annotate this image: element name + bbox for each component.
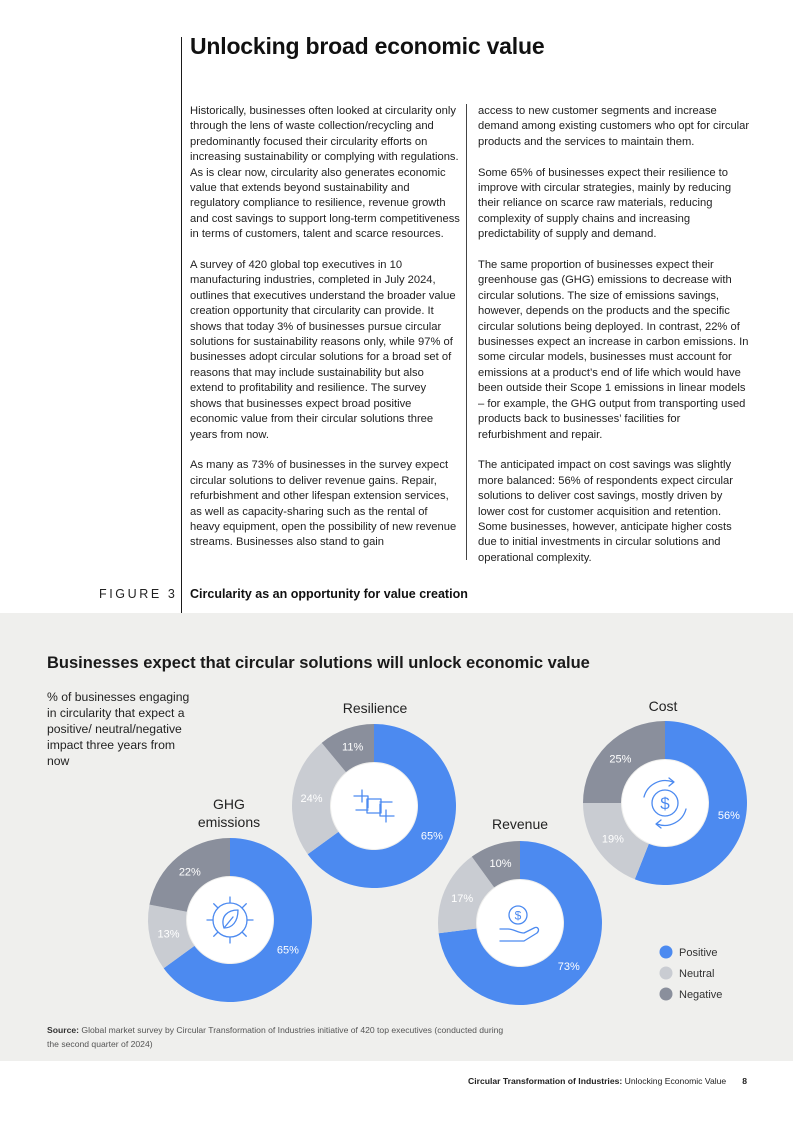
data-label: 65% xyxy=(276,944,299,957)
donut-charts xyxy=(0,613,793,1061)
data-label: 13% xyxy=(157,928,180,941)
data-label: 65% xyxy=(420,830,443,843)
paragraph: A survey of 420 global top executives in 10 manufacturing industries, completed in July 2024, outlines that executives understand the broader value creation opportunity that circularity can provide. It shows that today 3% of businesses pursue circular solutions for sustainability reasons only, while 97% of businesses adopt circular solutions for a broad set of reasons that may include sustainability but also extend to profitability and resilience. The survey shows that businesses expect broad positive economic value from their circular solutions three years from now. xyxy=(190,259,456,441)
body-column-right xyxy=(478,104,750,582)
paragraph: Some 65% of businesses expect their resilience to improve with circular strategies, mainly by reducing their reliance on scarce raw materials, reducing complexity of supply chains and increasing predictability of supply and demand. xyxy=(478,166,732,241)
legend-swatch-neutral xyxy=(660,967,673,980)
paragraph: access to new customer segments and increase demand among existing customers who opt for circular products and the services to maintain them. xyxy=(478,105,750,148)
chart-label: Resilience xyxy=(342,700,408,716)
paragraph: The anticipated impact on cost savings was slightly more balanced: 56% of respondents expect circular solutions to deliver cost savings, mostly driven by lower cost for customer acquisition and retention. Some businesses, however, anticipate higher costs due to initial investments in circular solutions and operational complexity. xyxy=(478,459,733,564)
legend-swatch-positive xyxy=(660,946,673,959)
body-column-left xyxy=(190,104,460,566)
legend xyxy=(660,946,723,1002)
donut-resilience xyxy=(292,700,456,888)
legend-label: Positive xyxy=(679,947,718,959)
data-label: 24% xyxy=(300,793,323,806)
source-note xyxy=(47,1024,517,1051)
data-label: 17% xyxy=(451,892,474,905)
donut-cost xyxy=(583,698,747,885)
paragraph: The same proportion of businesses expect their greenhouse gas (GHG) emissions to decrease with circular solutions. The size of emissions savings, however, depends on the products and the specific circular solutions being deployed. In contrast, 22% of businesses expect an increase in carbon emissions. In some circular models, businesses must account for emissions at a product’s end of life which would have been outside their Scope 1 emissions in linear models – for example, the GHG output from transporting used products back to businesses’ facilities for refurbishment and repair. xyxy=(478,259,749,441)
donut-hole xyxy=(331,763,417,849)
data-label: 25% xyxy=(609,753,632,766)
data-label: 56% xyxy=(717,810,740,823)
data-label: 22% xyxy=(178,866,201,879)
source-label: Source: xyxy=(47,1025,79,1035)
page-footer xyxy=(468,1076,747,1086)
source-text: Global market survey by Circular Transformation of Industries initiative of 420 top executives (conducted during the second quarter of 2024) xyxy=(47,1025,504,1049)
legend-label: Negative xyxy=(679,989,723,1001)
data-label: 73% xyxy=(557,960,580,973)
legend-swatch-negative xyxy=(660,988,673,1001)
dollar-glyph: $ xyxy=(514,908,522,923)
page-title: Unlocking broad economic value xyxy=(190,33,545,59)
data-label: 19% xyxy=(601,833,624,846)
donut-hole xyxy=(477,880,563,966)
donut-ghg-emissions xyxy=(148,796,312,1002)
paragraph: Historically, businesses often looked at circularity only through the lens of waste collection/recycling and predominantly focused their circularity efforts on increasing sustainability or complying with regulations. As is clear now, circularity also generates economic value that extends beyond sustainability and regulatory compliance to resilience, revenue growth and cost savings to support long-term competitiveness in terms of customers, talent and scarce resources. xyxy=(190,105,460,241)
page-number: 8 xyxy=(742,1076,747,1086)
legend-label: Neutral xyxy=(679,968,715,980)
figure-label: FIGURE 3 xyxy=(99,587,178,601)
paragraph: As many as 73% of businesses in the survey expect circular solutions to deliver revenue gains. Repair, refurbishment and other lifespan extension services, as well as capacity-sharing such as the rental of heavy equipment, open the possibility of new revenue streams. Businesses also stand to gain xyxy=(190,459,457,549)
chart-description: % of businesses engaging in circularity that expect a positive/ neutral/negative impact three years from now xyxy=(47,690,190,768)
chart-title: Businesses expect that circular solutions will unlock economic value xyxy=(47,654,590,672)
chart-label: GHG xyxy=(213,796,245,812)
title-rule xyxy=(181,37,182,613)
data-label: 10% xyxy=(489,858,512,871)
dollar-glyph: $ xyxy=(660,794,670,813)
data-label: 11% xyxy=(342,741,364,754)
donut-revenue xyxy=(438,816,602,1005)
figure-title: Circularity as an opportunity for value creation xyxy=(190,587,468,601)
chart-label: Revenue xyxy=(491,816,549,832)
chart-label: emissions xyxy=(197,814,261,830)
chart-label: Cost xyxy=(648,698,678,714)
column-divider xyxy=(466,104,467,560)
footer-report-name: Circular Transformation of Industries: xyxy=(468,1076,623,1086)
footer-subtitle: Unlocking Economic Value xyxy=(622,1076,727,1086)
